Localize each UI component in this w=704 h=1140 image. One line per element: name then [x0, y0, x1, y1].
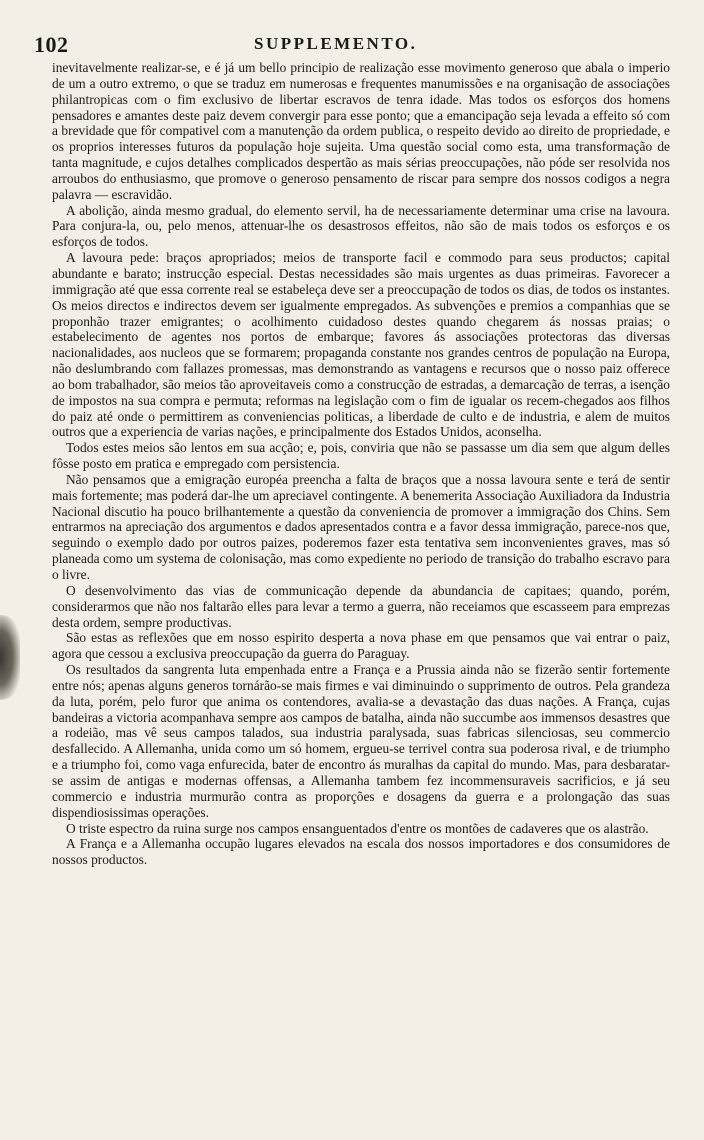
paragraph: Os resultados da sangrenta luta empenhada entre a França e a Prussia ainda não se fizerão sentir fortemente entre nós; apenas alguns generos tornárão-se mais firmes e vai diminuindo o supprimento de outros. Pela grandeza da luta, porém, pelo furor que anima os contendores, avalia-se a devastação das duas nações. A França, cujas bandeiras a victoria acompanhava sempre aos campos de batalha, ainda não succumbe aos immensos desastres que a rodeião, mas vê seus campos talados, sua industria paralysada, suas fabricas silenciosas, seu commercio desfallecido. A Allemanha, unida como um só homem, ergueu-se terrivel contra sua poderosa rival, e de triumpho e a triumpho foi, como vaga enfurecida, bater de encontro ás muralhas da capital do mundo. Mas, para desbaratar-se assim de antigas e modernas offensas, a Allemanha tambem fez incommensuraveis sacrificios, e já seu commercio e industria murmurão contra as proporções e dosagens da guerra e a prolongação das suas dispendiosissimas operações. — [52, 662, 670, 820]
page-number: 102 — [34, 32, 69, 57]
body-text — [52, 60, 670, 868]
paragraph: A lavoura pede: braços apropriados; meios de transporte facil e commodo para seus productos; capital abundante e barato; instrucção especial. Destas necessidades são mais urgentes as duas primeiras. Favorecer a immigração até que essa corrente real se estabeleça deve ser a preoccupação de todos os dias, de todos os instantes. Os meios directos e indirectos devem ser igualmente empregados. As subvenções e premios a companhias que se proponhão trazer emigrantes; o acolhimento cuidadoso destes quando chegarem ás nossas praias; o estabelecimento de agentes nos portos de embarque; favores ás associações protectoras das diversas nacionalidades, aos nucleos que se formarem; propaganda constante nos grandes centros de população na Europa, não deslumbrando com fallazes promessas, mas demonstrando as vantagens e recursos que o nosso paiz offerece ao bom trabalhador, são meios tão aproveitaveis como a construcção de estradas, a demarcação de terras, a isenção de impostos na sua compra e permuta; reformas na legislação com o fim de igualar os recem-chegados aos filhos do paiz até onde o permittirem as conveniencias politicas, a liberdade de culto e de industria, e alem de muitos outros que a experiencia de varias nações, e principalmente dos Estados Unidos, aconselha. — [52, 250, 670, 440]
paragraph: A abolição, ainda mesmo gradual, do elemento servil, ha de necessariamente determinar uma crise na lavoura. Para conjura-la, ou, pelo menos, attenuar-lhe os desastrosos effeitos, não são de mais todos os esforços e os esforços de todos. — [52, 202, 670, 250]
paragraph: Todos estes meios são lentos em sua acção; e, pois, conviria que não se passasse um dia sem que algum delles fôsse posto em pratica e empregado com persistencia. — [52, 440, 670, 472]
paragraph: A França e a Allemanha occupão lugares elevados na escala dos nossos importadores e dos consumidores de nossos productos. — [52, 836, 670, 868]
paragraph: inevitavelmente realizar-se, e é já um bello principio de realização esse movimento generoso que abala o imperio de um a outro extremo, o que se traduz em numerosas e frequentes manumissões e na organisação de associações philantropicas com o fim exclusivo de libertar escravos de tenra idade. Mas todos os esforços dos homens pensadores e amantes deste paiz devem convergir para esse ponto; que a emancipação seja levada a effeito só com a brevidade que fôr compativel com a manutenção da ordem publica, o respeito devido ao direito de propriedade, e os proprios interesses futuros da população hoje sujeita. Uma questão social como esta, uma transformação de tanta magnitude, e cujos detalhes complicados despertão as mais sérias preoccupações, não póde ser resolvida nos arroubos do enthusiasmo, que promove o generoso pensamento de riscar para sempre dos nossos codigos a negra palavra — escravidão. — [52, 60, 670, 202]
paragraph: O desenvolvimento das vias de communicação depende da abundancia de capitaes; quando, porém, considerarmos que não nos faltarão elles para levar a termo a guerra, não receiamos que escasseem para emprezas desta ordem, sempre productivas. — [52, 582, 670, 630]
paragraph: São estas as reflexões que em nosso espirito desperta a nova phase em que pensamos que vai entrar o paiz, agora que cessou a exclusiva preoccupação da guerra do Paraguay. — [52, 630, 670, 662]
paragraph: Não pensamos que a emigração européa preencha a falta de braços que a nossa lavoura sente e terá de sentir mais fortemente; mas poderá dar-lhe um apreciavel contingente. A benemerita Associação Auxiliadora da Industria Nacional discutio ha pouco brilhantemente a questão da conveniencia de promover a immigração dos Chins. Sem entrarmos na apreciação dos argumentos e dados apresentados contra e a favor dessa immigração, parece-nos que, seguindo o exemplo dado por outros paizes, poderemos fazer esta tentativa sem inconvenientes graves, mas só planeada como um systema de colonisação, mas como expediente no periodo de transição do trabalho escravo para o livre. — [52, 471, 670, 582]
page-header — [34, 28, 668, 56]
page-edge-stain — [0, 615, 20, 700]
running-title: SUPPLEMENTO. — [254, 34, 418, 53]
paragraph: O triste espectro da ruina surge nos campos ensanguentados d'entre os montões de cadaveres que os alastrão. — [66, 820, 649, 836]
